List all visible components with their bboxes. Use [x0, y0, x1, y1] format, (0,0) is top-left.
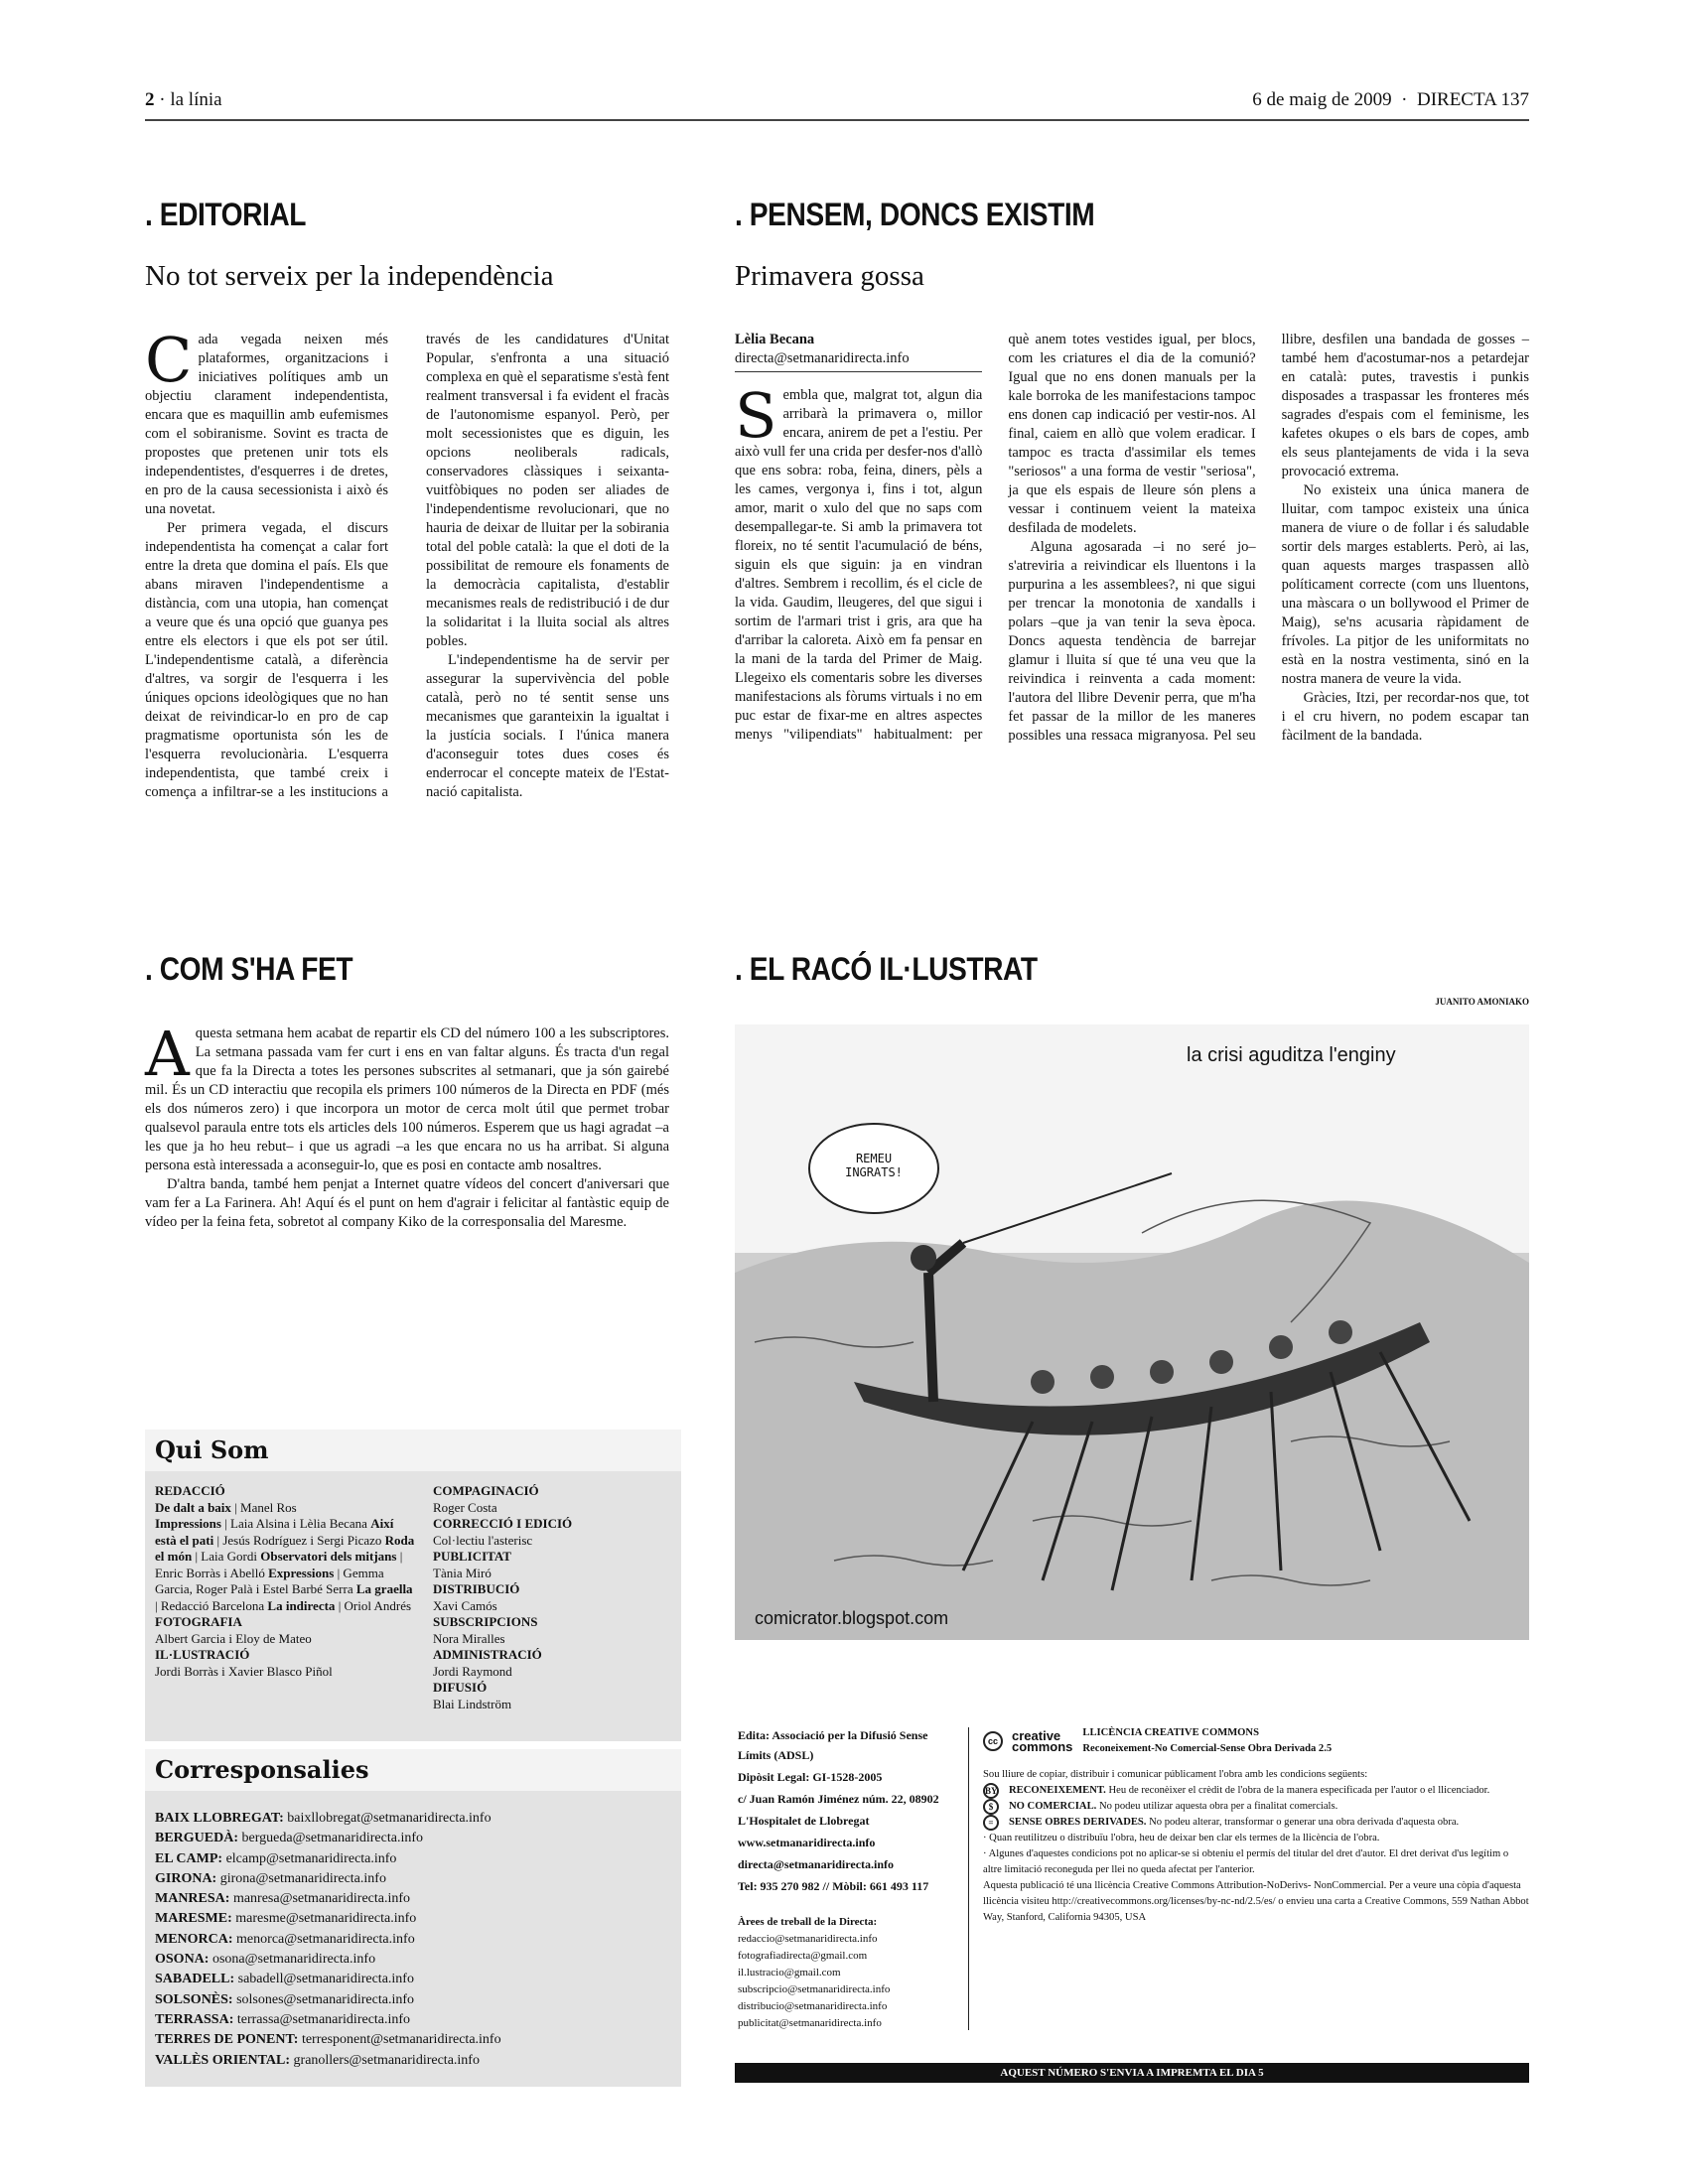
staff-entry: [155, 1631, 312, 1646]
corresponsal-region: BERGUEDÀ:: [155, 1831, 242, 1846]
corresponsal-region: MANRESA:: [155, 1891, 233, 1907]
staff-role: CORRECCIÓ I EDICIÓ: [433, 1516, 573, 1531]
staff-names: | Laia Gordi: [192, 1549, 261, 1564]
paragraph-text: embla que, malgrat tot, algun dia arribarà la primavera o, millor encara, anirem de pet a l'estiu. Per això vull fer una crida per desfer-nos d'allò que ens sobra: roba, feina, diners, pèls a les cames, vergonya i, fins i tot, algun amor, marit o xulo del que no saps com desempallegar-te. Si amb la primavera tot floreix, no té sentit l'acumulació de béns, siguin els que siguin: ja en vindran d'altres. Sembrem i recollim, és el cicle de la vida. Gaudim, lleugeres, del que sigui i sortim de l'armari trist i gris, ara que ha d'arribar la caloreta. Això em fa pensar en la mani de la tarda del Primer de Maig. Llegeixo els comentaris sobre les diverses manifestacions als fòrums virtuals i no em puc estar de fixar-me en altres aspectes menys "vilipendiats" habitualment: per què anem totes vestides igual, per blocs, com les criatures el dia de la comunió? Igual que no ens donen manuals per la kale borroka de les manifestacions tampoc ens donen cap indicació per vestir-nos. Al final, caiem en allò que volem eradicar. I tampoc es tracta d'assimilar els temes "seriosos" a una forma de vestir "seriosa", ja que els espais de lleure són plens a vessar i continuem veient la mateixa desfilada de modelets.: [735, 332, 1256, 743]
cartoon-drawing: [735, 1024, 1529, 1640]
credit-line: L'Hospitalet de Llobregat: [738, 1814, 870, 1828]
condition-title: RECONEIXEMENT.: [1009, 1785, 1106, 1796]
staff-names: Col·lectiu l'asterisc: [433, 1532, 533, 1548]
corresponsal-email[interactable]: granollers@setmanaridirecta.info: [293, 2052, 480, 2068]
staff-names: Nora Miralles: [433, 1630, 505, 1646]
staff-entry: [155, 1500, 297, 1515]
staff-role: PUBLICITAT: [433, 1549, 511, 1564]
condition-text: No podeu alterar, transformar o generar una obra derivada d'aquesta obra.: [1146, 1817, 1460, 1828]
credit-line: directa@setmanaridirecta.info: [738, 1857, 895, 1871]
corresponsal-item: [155, 2010, 501, 2030]
pensem-body: [735, 331, 1529, 746]
corresponsalies-list: [155, 1809, 501, 2071]
license-condition: [983, 1799, 1529, 1815]
paragraph: Alguna agosarada –i no seré jo– s'atreviria a reivindicar els lluentons i la purpurina a les assemblees?, ni que sigui per trencar la monotonia de xandalls i polars –que ja van tenir la seva època. Doncs aquesta tendència de barrejar glamur i lluita sí que té una veu que la reivindica i reinventa a cada moment: l'autora del llibre Devenir perra, que m'ha fet passar de la millor de les maneres possibles una ressaca migranyosa. Pel seu llibre, desfilen una bandada de gosses –també hem d'acostumar-nos a petardejar en català: putes, travestis i punkis disposades a traspassar les fronteres més sagrades d'espais com el feminisme, les kafetes okupes o els bars de copes, amb els seus plantejaments de vida i la seva provocació extrema.: [1008, 332, 1529, 744]
staff-role: Impressions: [155, 1516, 221, 1531]
corresponsal-region: OSONA:: [155, 1952, 212, 1968]
cc-icon: cc: [983, 1731, 1003, 1751]
speech-bubble: REMEU INGRATS!: [845, 1152, 903, 1179]
comfet-body: [145, 1018, 669, 1232]
corresponsal-email[interactable]: terrassa@setmanaridirecta.info: [236, 2011, 411, 2027]
creative-commons-logo: [983, 1730, 1072, 1752]
license-condition: [983, 1815, 1529, 1831]
staff-role: IL·LUSTRACIÓ: [155, 1647, 250, 1662]
paragraph: D'altra banda, també hem penjat a Internet quatre vídeos del concert d'aniversari que vam fer a La Farinera. Ah! Aquí és el punt on hem d'agrair i felicitar al fantàstic equip de vídeo per la feina feta, sobretot al company Kiko de la corresponsalia del Maresme.: [145, 1176, 669, 1230]
corresponsal-region: GIRONA:: [155, 1870, 220, 1886]
illustrator-credit: JUANITO AMONIAKO: [1435, 997, 1529, 1007]
corresponsal-email[interactable]: elcamp@setmanaridirecta.info: [225, 1850, 397, 1866]
byline: [735, 331, 982, 372]
nc-icon: $: [983, 1799, 999, 1815]
corresponsal-email[interactable]: osona@setmanaridirecta.info: [211, 1952, 376, 1968]
by-icon: BY: [983, 1783, 999, 1799]
corresponsal-email[interactable]: bergueda@setmanaridirecta.info: [241, 1831, 424, 1846]
staff-role: SUBSCRIPCIONS: [433, 1614, 538, 1629]
staff-role: Així està el pati: [155, 1516, 394, 1548]
staff-role: Roda el món: [155, 1532, 415, 1564]
corresponsal-email[interactable]: terresponent@setmanaridirecta.info: [301, 2032, 501, 2048]
pensem-section-heading: . PENSEM, DONCS EXISTIM: [735, 197, 1095, 232]
staff-role: ADMINISTRACIÓ: [433, 1647, 542, 1662]
staff-role: La indirecta: [267, 1597, 336, 1613]
area-email[interactable]: subscripcio@setmanaridirecta.info: [738, 1983, 891, 1995]
drop-cap: S: [735, 379, 777, 452]
corresponsal-item: [155, 1950, 501, 1970]
staff-role: Observatori dels mitjans: [260, 1549, 397, 1564]
paragraph: [145, 1018, 669, 1175]
areas-title: Àrees de treball de la Directa:: [738, 1916, 878, 1928]
corresponsal-item: [155, 1970, 501, 1989]
credit-line: www.setmanaridirecta.info: [738, 1836, 876, 1849]
corresponsal-item: [155, 1909, 501, 1929]
corresponsal-region: EL CAMP:: [155, 1850, 226, 1866]
staff-entry: [155, 1664, 333, 1679]
drop-cap: A: [145, 1018, 190, 1090]
staff-entry: [267, 1598, 411, 1613]
corresponsal-email[interactable]: sabadell@setmanaridirecta.info: [237, 1972, 414, 1987]
qui-som-title: Qui Som: [145, 1430, 681, 1471]
raco-section-heading: . EL RACÓ IL·LUSTRAT: [735, 951, 1038, 987]
paragraph-text: ada vegada neixen més plataformes, organitzacions i iniciatives polítiques amb un objectiu clarament independentista, encara que es maquillin amb eufemismes com el sobiranisme. Sovint es tracta de propostes que pretenen unir tots els independentistes, d'esquerres i de dretes, en pro de la causa secessionista i això és una novetat.: [145, 332, 388, 517]
area-email[interactable]: redaccio@setmanaridirecta.info: [738, 1933, 878, 1945]
staff-names: Tània Miró: [433, 1565, 492, 1580]
staff-role: Expressions: [268, 1565, 335, 1580]
corresponsal-email[interactable]: baixllobregat@setmanaridirecta.info: [287, 1811, 492, 1826]
pensem-title: Primavera gossa: [735, 260, 924, 292]
staff-role: De dalt a baix: [155, 1499, 231, 1515]
credit-line: Tel: 935 270 982 // Mòbil: 661 493 117: [738, 1879, 929, 1893]
area-email[interactable]: fotografiadirecta@gmail.com: [738, 1950, 868, 1962]
cartoon-title: la crisi aguditza l'enginy: [1187, 1044, 1396, 1066]
qui-som-box: [145, 1430, 681, 1741]
corresponsal-email[interactable]: solsones@setmanaridirecta.info: [236, 1991, 414, 2007]
separator: ·: [1401, 89, 1408, 110]
staff-role: DISTRIBUCIÓ: [433, 1581, 520, 1596]
condition-text: No podeu utilizar aquesta obra per a finalitat comercials.: [1096, 1801, 1338, 1812]
paragraph: No existeix una única manera de lluitar, com tampoc existeix una única manera de viure o de follar i és saludable sortir dels marges establerts. Però, ai las, quan aquests marges traspassen allò políticament correcte (com uns lluentons, una màscara o un bollywood el Primer de Maig), se'ns acusaria ràpidament de frívoles. La pitjor de les uniformitats no està en la nostra vestimenta, sinó en la nostra manera de veure la vida.: [1281, 482, 1529, 687]
paragraph: Gràcies, Itzi, per recordar-nos que, tot i el cru hivern, no podem escapar tan fàcilment de la bandada.: [1281, 690, 1529, 744]
credits-divider: [968, 1727, 969, 2030]
corresponsal-item: [155, 2051, 501, 2071]
credit-line: Dipòsit Legal: GI-1528-2005: [738, 1770, 883, 1784]
staff-entry: [155, 1647, 249, 1662]
separator: ·: [159, 89, 166, 110]
staff-role: DIFUSIÓ: [433, 1680, 488, 1695]
editorial-body: [145, 324, 669, 802]
corresponsal-region: MENORCA:: [155, 1931, 237, 1947]
corresponsalies-box: [145, 1749, 681, 2087]
area-email[interactable]: distribucio@setmanaridirecta.info: [738, 2000, 888, 2012]
issue-date: [1252, 89, 1529, 111]
staff-names: Roger Costa: [433, 1499, 497, 1515]
corresponsal-email[interactable]: girona@setmanaridirecta.info: [219, 1870, 386, 1886]
corresponsal-email[interactable]: manresa@setmanaridirecta.info: [232, 1891, 411, 1907]
page-number: 2: [145, 89, 155, 110]
corresponsal-email[interactable]: menorca@setmanaridirecta.info: [236, 1931, 415, 1947]
corresponsal-region: BAIX LLOBREGAT:: [155, 1811, 288, 1826]
staff-list-right: [433, 1483, 671, 1712]
paragraph: Per primera vegada, el discurs independentista ha començat a calar fort entre la dreta que domina el país. Els que abans miraven l'independentisme a distància, com una utopia, han començat a veure que és una opció que guanya pes entre els electors i que els pot ser útil. L'independentisme català, a diferència d'altres, va sorgir de l'esquerra i les úniques opcions ideològiques que no han deixat de reivindicar-lo en pro de cap pragmatisme oportunista són les de l'esquerra revolucionària. L'esquerra independentista, que també creix i comença a infiltrar-se a les institucions a través de les candidatures d'Unitat Popular, s'enfronta a una situació complexa en què el separatisme s'està fent realment transversal i fa evident el fracàs de l'autonomisme espanyol. Però, per molt secessionistes que es diguin, les opcions neoliberals radicals, conservadores clàssiques i seixanta-vuitfòbiques no poden ser aliades de l'independentisme revolucionari, que no hauria de deixar de lluitar per la sobirania total del poble català: la que el doti de la possibilitat de remoure els fonaments de la democràcia capitalista, d'establir mecanismes reals de redistribució i de dur la solidaritat i la lluita social als altres pobles.: [145, 332, 669, 800]
paragraph-text: questa setmana hem acabat de repartir els CD del número 100 a les subscriptores. La setmana passada vam fer curt i ens en van faltar alguns. És tracta d'un regal que fa la Directa a totes les persones subscrites al setmanari, que ja són gairebé mil. És un CD interactiu que recopila els primers 100 números de la Directa en PDF (més els dos números zero) i que incorpora un motor de cerca molt útil que permet trobar qualsevol paraula entre tots els articles dels 100 números. Esperem que us hagi agradat –a les que ja ho heu rebut– i que us agradi –a les que encara no us ha arribat. Si alguna persona està interessada a aconseguir-lo, que es posi en contacte amb nosaltres.: [145, 1025, 669, 1173]
cartoon-illustration: [735, 1024, 1529, 1640]
license-block: [983, 1725, 1529, 1926]
corresponsal-region: VALLÈS ORIENTAL:: [155, 2052, 294, 2068]
date: 6 de maig de 2009: [1252, 89, 1392, 110]
publisher-credits: [738, 1725, 958, 2032]
license-note: · Algunes d'aquestes condicions pot no aplicar-se si obteniu el permís del titular del dret d'autor. El dret derivat d'us legítim o altre limitació reconeguda per llei no queda afectat per l'anterior.: [983, 1848, 1509, 1875]
staff-names: | Gemma Garcia, Roger Palà i Estel Barbé Serra: [155, 1565, 384, 1596]
condition-title: SENSE OBRES DERIVADES.: [1009, 1817, 1147, 1828]
paragraph: [145, 324, 388, 519]
corresponsal-region: SOLSONÈS:: [155, 1991, 237, 2007]
corresponsal-item: [155, 1869, 501, 1889]
author-email[interactable]: directa@setmanaridirecta.info: [735, 350, 910, 366]
staff-names: | Manel Ros: [230, 1499, 297, 1515]
comfet-section-heading: . COM S'HA FET: [145, 951, 353, 987]
area-email[interactable]: publicitat@setmanaridirecta.info: [738, 2017, 882, 2029]
staff-list-left: [155, 1483, 415, 1680]
corresponsalies-title: Corresponsalies: [145, 1749, 681, 1791]
staff-names: | Laia Alsina i Lèlia Becana: [220, 1516, 371, 1531]
license-text: [983, 1767, 1529, 1926]
issue-number: DIRECTA 137: [1416, 89, 1529, 110]
area-email[interactable]: il.lustracio@gmail.com: [738, 1967, 841, 1979]
license-note: Aquesta publicació té una llicència Creative Commons Attribution-NoDerivs- NonCommercial. Per a veure una còpia d'aquesta llicència visiteu http://creativecommons.org/licenses/by-nc-nd/2.5/es/ o envieu una carta a Creative Commons, 559 Nathan Abbot Way, Stanford, California 94305, USA: [983, 1880, 1529, 1923]
editorial-title: No tot serveix per la independència: [145, 260, 554, 292]
corresponsal-item: [155, 1829, 501, 1848]
editorial-section-heading: . EDITORIAL: [145, 197, 307, 232]
footer-print-bar: AQUEST NÚMERO S'ENVIA A IMPREMTA EL DIA 5: [735, 2063, 1529, 2083]
corresponsal-email[interactable]: maresme@setmanaridirecta.info: [235, 1911, 417, 1927]
condition-title: NO COMERCIAL.: [1009, 1801, 1097, 1812]
condition-text: Heu de reconèixer el crèdit de l'obra de la manera especificada per l'autor o el llicenciador.: [1105, 1785, 1490, 1796]
staff-names: Xavi Camós: [433, 1597, 497, 1613]
staff-names: Jordi Raymond: [433, 1663, 512, 1679]
staff-names: | Oriol Andrés: [335, 1597, 412, 1613]
corresponsal-item: [155, 1990, 501, 2010]
corresponsal-region: TERRES DE PONENT:: [155, 2032, 302, 2048]
corresponsal-item: [155, 1849, 501, 1869]
logo-word: commons: [1012, 1739, 1073, 1754]
staff-names: Jordi Borràs i Xavier Blasco Piñol: [155, 1663, 333, 1679]
staff-names: Albert Garcia i Eloy de Mateo: [155, 1630, 312, 1646]
cartoon-url: comicrator.blogspot.com: [755, 1608, 949, 1628]
license-condition: [983, 1783, 1529, 1799]
staff-names: Blai Lindström: [433, 1696, 512, 1711]
staff-names: | Redacció Barcelona: [155, 1597, 268, 1613]
section-name: la línia: [170, 89, 222, 110]
license-note: · Quan reutilitzeu o distribuïu l'obra, heu de deixar ben clar els termes de la llicència de l'obra.: [983, 1833, 1380, 1843]
staff-role: COMPAGINACIÓ: [433, 1483, 539, 1498]
corresponsal-region: TERRASSA:: [155, 2011, 237, 2027]
staff-role: FOTOGRAFIA: [155, 1614, 242, 1629]
header-rule: [145, 119, 1529, 121]
corresponsal-region: SABADELL:: [155, 1972, 238, 1987]
credit-line: Edita: Associació per la Difusió Sense Límits (ADSL): [738, 1728, 928, 1762]
author: Lèlia Becana: [735, 332, 815, 347]
staff-role: REDACCIÓ: [155, 1483, 225, 1498]
license-subtitle: Reconeixement-No Comercial-Sense Obra Derivada 2.5: [1082, 1743, 1333, 1754]
corresponsal-item: [155, 1889, 501, 1909]
staff-names: | Jesús Rodríguez i Sergi Picazo: [213, 1532, 385, 1548]
license-intro: Sou lliure de copiar, distribuir i comunicar públicament l'obra amb les condicions següents:: [983, 1769, 1368, 1780]
corresponsal-item: [155, 1809, 501, 1829]
drop-cap: C: [145, 324, 193, 396]
license-title: LLICÈNCIA CREATIVE COMMONS: [1082, 1727, 1259, 1738]
staff-entry: [155, 1614, 242, 1629]
nd-icon: =: [983, 1815, 999, 1831]
license-header: [983, 1725, 1529, 1757]
staff-names: | Enric Borràs i Abelló: [155, 1549, 403, 1580]
corresponsal-region: MARESME:: [155, 1911, 236, 1927]
page-section-label: [145, 89, 222, 111]
logo-word: creative: [1012, 1728, 1061, 1743]
credit-line: c/ Juan Ramón Jiménez núm. 22, 08902: [738, 1792, 939, 1806]
paragraph: L'independentisme ha de servir per assegurar la supervivència del poble català, però no té sentit sense uns mecanismes que garanteixin la igualtat i la justícia socials. I l'única manera d'aconseguir totes dues coses és enderrocar el concepte mateix de l'Estat-nació capitalista.: [426, 652, 669, 800]
corresponsal-item: [155, 2030, 501, 2050]
staff-entry: [155, 1516, 370, 1531]
corresponsal-item: [155, 1930, 501, 1950]
staff-entry: [155, 1483, 225, 1498]
staff-role: La graella: [355, 1581, 413, 1596]
